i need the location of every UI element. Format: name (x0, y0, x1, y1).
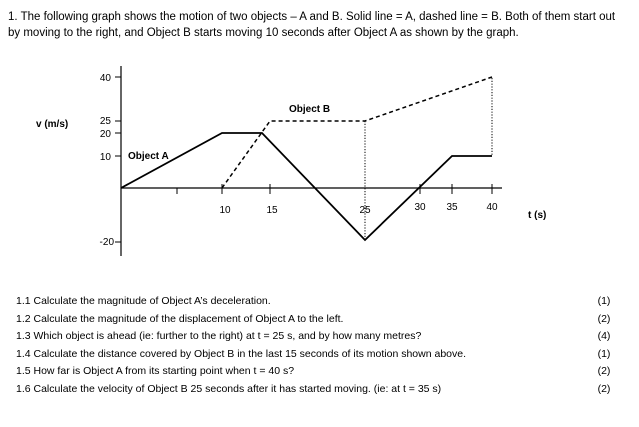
question-text: 1.2 Calculate the magnitude of the displacement of Object A to the left. (16, 312, 344, 325)
x-tick-label-40: 40 (486, 202, 498, 213)
x-tick-label-25: 25 (359, 205, 371, 216)
y-tick-label-10: 10 (99, 152, 111, 163)
x-tick-label-30: 30 (414, 202, 426, 213)
question-marks: (2) (597, 312, 611, 325)
x-tick-label-35: 35 (446, 202, 458, 213)
x-tick-label-10: 10 (219, 205, 231, 216)
question-text: 1.6 Calculate the velocity of Object B 25 seconds after it has started moving. (ie: at t = 35 s) (16, 382, 442, 395)
question-item (16, 346, 616, 364)
x-tick-label-15: 15 (266, 205, 278, 216)
question-text: 1.1 Calculate the magnitude of Object A’s deceleration. (16, 295, 271, 307)
y-ticks (115, 77, 121, 242)
annotation-object-b: Object B (289, 104, 331, 115)
question-marks: (2) (597, 382, 611, 395)
y-axis-label: v (m/s) (36, 119, 69, 130)
annotation-object-a: Object A (128, 151, 169, 162)
question-item (16, 381, 616, 399)
question-item (16, 311, 616, 329)
question-list (16, 293, 616, 399)
y-tick-label-neg20: -20 (99, 237, 114, 248)
question-text: 1.4 Calculate the distance covered by Object B in the last 15 seconds of its motion shown above. (16, 347, 467, 360)
question-marks: (2) (597, 365, 611, 378)
y-tick-label-25: 25 (99, 116, 111, 127)
question-marks: (4) (597, 330, 611, 343)
y-tick-label-40: 40 (99, 73, 111, 84)
question-item (16, 363, 616, 381)
y-tick-label-20: 20 (99, 129, 111, 140)
question-item (16, 328, 616, 346)
question-marks: (1) (597, 347, 611, 360)
question-text: 1.3 Which object is ahead (ie: further to the right) at t = 25 s, and by how many metres? (16, 330, 422, 343)
x-axis-label: t (s) (528, 210, 547, 221)
question-marks: (1) (597, 295, 611, 307)
question-text: 1.5 How far is Object A from its starting point when t = 40 s? (16, 365, 295, 378)
question-intro: 1. The following graph shows the motion of two objects – A and B. Solid line = A, dashed line = B. Both of them start out by moving to the right, and Object B starts moving 10 seconds after Object A as shown by the graph. (8, 11, 616, 39)
series-line-object-a (121, 133, 492, 240)
question-item (16, 293, 616, 311)
